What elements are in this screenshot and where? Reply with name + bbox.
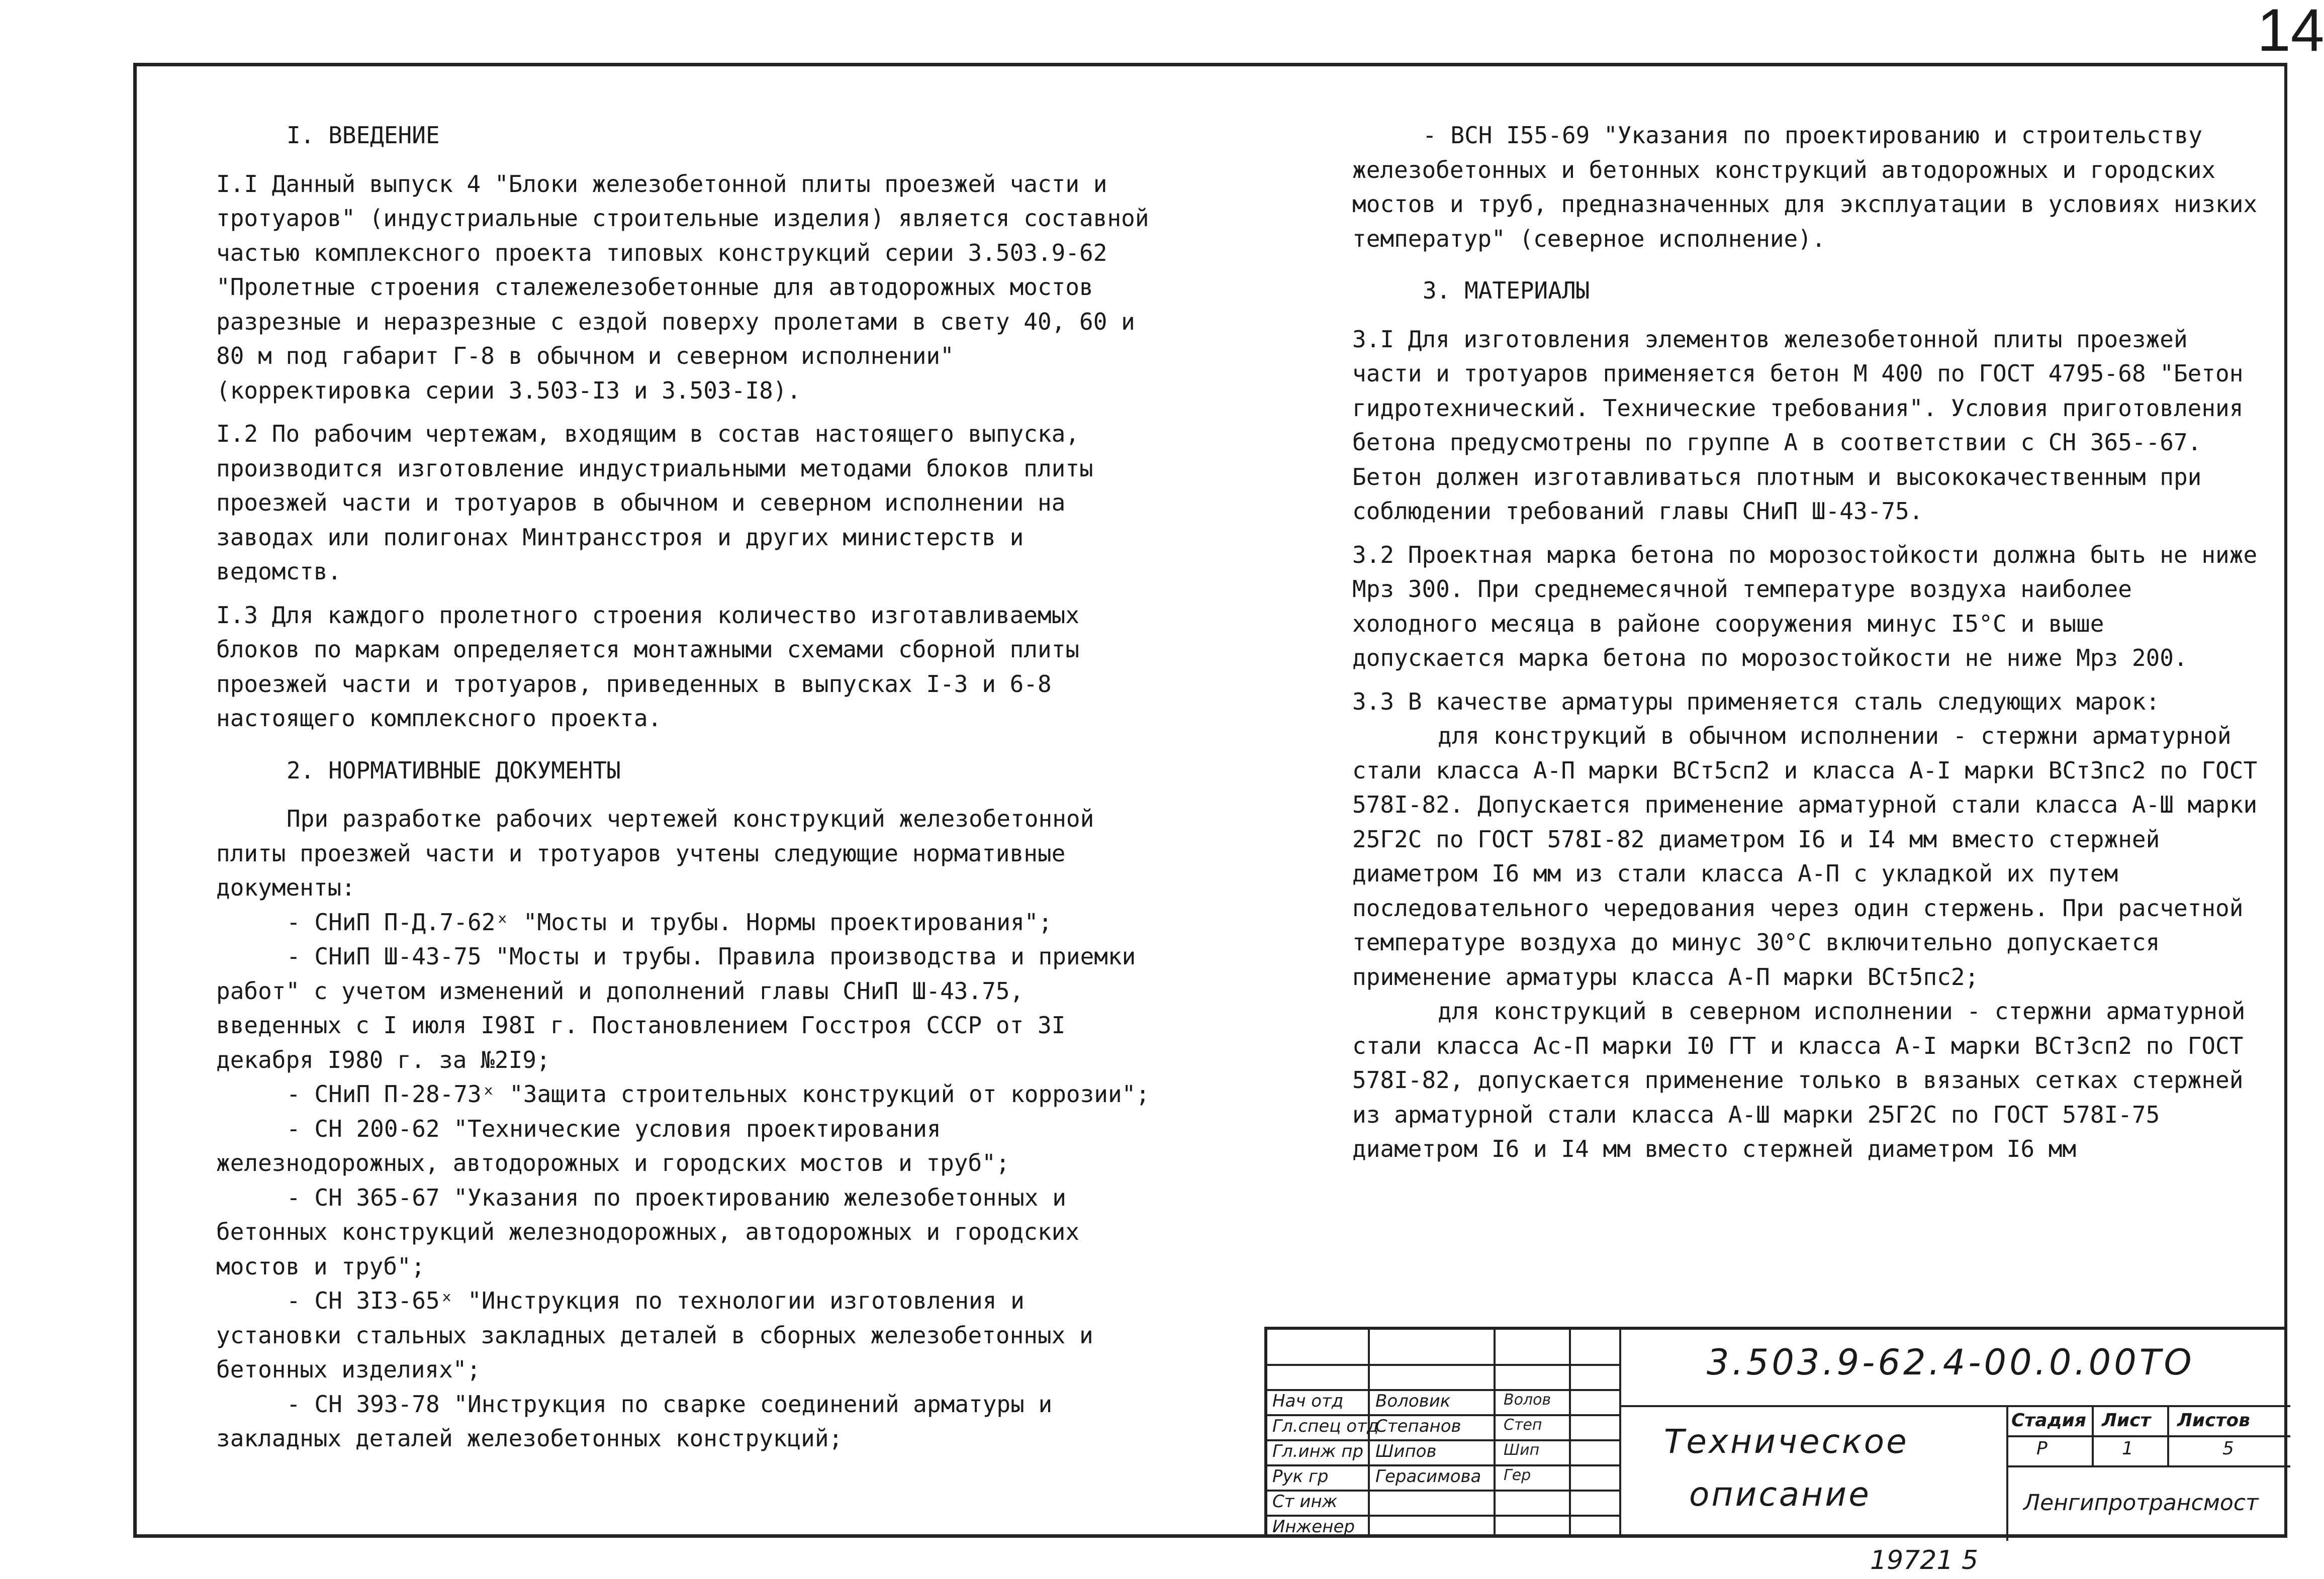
document-title-line-2: описание <box>1689 1475 1871 1514</box>
section-heading-materials: 3. МАТЕРИАЛЫ <box>1423 277 1590 304</box>
section-heading-introduction: I. ВВЕДЕНИЕ <box>287 122 440 149</box>
role-cell: Гл.инж пр <box>1272 1441 1364 1461</box>
list-item-sn-313: - СН 3I3-65ˣ "Инструкция по технологии изготовления и установки стальных закладных деталей в сборных железобетонных и бетонных изделиях"; <box>216 1287 1093 1383</box>
sheet-label: Лист <box>2102 1410 2151 1431</box>
paragraph-1-1: I.I Данный выпуск 4 "Блоки железобетонной плиты проезжей части и тротуаров" (индустриальные строительные изделия) является составной частью комплексного проекта типовых конструкций серии 3.503.9-62 "Пролетные строения сталежелезобетонные для автодорожных мостов разрезные и неразрезные с ездой поверху пролетами в свету 40, 60 и 80 м под габарит Г-8 в обычном и северном исполнении" (корректировка серии 3.503-I3 и 3.503-I8). <box>216 170 1149 404</box>
title-block-rule <box>2006 1435 2290 1437</box>
list-item-snip-28: - СНиП П-28-73ˣ "Защита строительных конструкций от коррозии"; <box>287 1080 1150 1108</box>
role-cell: Нач отд <box>1272 1391 1344 1411</box>
inventory-number: 19721 5 <box>1870 1545 1979 1575</box>
paragraph-3-3-ordinary: для конструкций в обычном исполнении - стержни арматурной стали класса А-П марки ВСт5сп2 и класса А-I марки ВСт3пс2 по ГОСТ 578I-82. Допускается применение арматурной стали класса А-Ш марки 25Г2С по ГОСТ 578I-82 диаметром I6 и I4 мм вместо стержней диаметром I6 мм из стали класса А-П с укладкой их путем последовательного чередования через один стержень. При расчетной температуре воздуха до минус 30°С включительно допускается применение арматуры класса А-П марки ВСт5пс2; <box>1352 722 2258 991</box>
title-block-divider <box>2167 1405 2169 1465</box>
paragraph-1-3: I.3 Для каждого пролетного строения количество изготавливаемых блоков по маркам определяется монтажными схемами сборной плиты проезжей части и тротуаров, приведенных в выпусках I-3 и 6-8 настоящего комплексного проекта. <box>216 601 1080 732</box>
paragraph-1-2: I.2 По рабочим чертежам, входящим в состав настоящего выпуска, производится изготовление индустриальными методами блоков плиты проезжей части и тротуаров в обычном и северном исполнении на заводах или полигонах Минтрансстроя и других министерств и ведомств. <box>216 420 1093 585</box>
sheet-number: 14 <box>2257 0 2324 64</box>
left-text-column <box>216 118 1161 1456</box>
title-block-divider <box>2006 1405 2008 1541</box>
list-item-sn-393: - СН 393-78 "Инструкция по сварке соединений арматуры и закладных деталей железобетонных конструкций; <box>216 1390 1053 1452</box>
list-item-sn-365: - СН 365-67 "Указания по проектированию железобетонных и бетонных конструкций железнодорожных, автодорожных и городских мостов и труб"; <box>216 1183 1080 1280</box>
paragraph-3-1: 3.I Для изготовления элементов железобетонной плиты проезжей части и тротуаров применяется бетон М 400 по ГОСТ 4795-68 "Бетон гидротехнический. Технические требования". Условия приготовления бетона предусмотрены по группе А в соответствии с СН 365--67. Бетон должен изготавливаться плотным и высококачественным при соблюдении требований главы СНиП Ш-43-75. <box>1352 325 2244 525</box>
signature: Шип <box>1504 1441 1540 1459</box>
signature: Волов <box>1504 1391 1551 1409</box>
stage-label: Стадия <box>2011 1410 2086 1431</box>
name-cell: Шипов <box>1375 1441 1437 1461</box>
paragraph-2-intro: При разработке рабочих чертежей конструкций железобетонной плиты проезжей части и тротуаров учтены следующие нормативные документы: <box>216 805 1094 901</box>
paragraph-3-3: 3.3 В качестве арматуры применяется сталь следующих марок: <box>1352 687 2160 715</box>
list-item-vsn-155: - ВСН I55-69 "Указания по проектированию и строительству железобетонных и бетонных конструкций автодорожных и городских мостов и труб, предназначенных для эксплуатации в условиях низких температур" (северное исполнение). <box>1352 122 2258 252</box>
document-title-line-1: Техническое <box>1664 1422 1909 1461</box>
signature: Степ <box>1504 1416 1542 1434</box>
sheets-count-label: Листов <box>2177 1410 2250 1431</box>
role-cell: Инженер <box>1272 1517 1355 1537</box>
document-code: 3.503.9-62.4-00.0.00ТО <box>1707 1342 2195 1383</box>
right-text-column <box>1352 118 2262 1166</box>
section-heading-normative-documents: 2. НОРМАТИВНЫЕ ДОКУМЕНТЫ <box>287 756 621 784</box>
title-block-divider <box>1494 1330 1496 1538</box>
list-item-snip-d7: - СНиП П-Д.7-62ˣ "Мосты и трубы. Нормы проектирования"; <box>287 908 1053 936</box>
title-block-divider <box>2092 1405 2094 1465</box>
role-cell: Рук гр <box>1272 1466 1329 1487</box>
stage-value: Р <box>2036 1438 2048 1459</box>
role-cell: Ст инж <box>1272 1492 1338 1512</box>
name-cell: Герасимова <box>1375 1466 1481 1487</box>
list-item-sn-200: - СН 200-62 "Технические условия проектирования железнодорожных, автодорожных и городских мостов и труб"; <box>216 1115 1010 1176</box>
title-block-divider <box>1569 1330 1571 1538</box>
title-block-rule <box>1619 1405 2290 1407</box>
name-cell: Степанов <box>1375 1416 1461 1436</box>
signature: Гер <box>1504 1466 1531 1484</box>
name-cell: Воловик <box>1375 1391 1451 1411</box>
title-block-rule <box>1267 1364 1619 1366</box>
role-cell: Гл.спец отд <box>1272 1416 1379 1436</box>
paragraph-3-3-northern: для конструкций в северном исполнении - стержни арматурной стали класса Ас-П марки I0 ГТ и класса А-I марки ВСт3сп2 по ГОСТ 578I-82, допускается применение только в вязаных сетках стержней из арматурной стали класса А-Ш марки 25Г2С по ГОСТ 578I-75 диаметром I6 и I4 мм вместо стержней диаметром I6 мм <box>1352 998 2246 1162</box>
paragraph-3-2: 3.2 Проектная марка бетона по морозостойкости должна быть не ниже Мрз 300. При среднемесячной температуре воздуха наиболее холодного месяца в районе сооружения минус I5°С и выше допускается марка бетона по морозостойкости не ниже Мрз 200. <box>1352 541 2258 671</box>
list-item-snip-43: - СНиП Ш-43-75 "Мосты и трубы. Правила производства и приемки работ" с учетом изменений и дополнений главы СНиП Ш-43.75, введенных с I июля I98I г. Постановлением Госстроя СССР от 3I декабря I980 г. за №2I9; <box>216 943 1136 1073</box>
title-block-rule <box>2006 1465 2290 1467</box>
organization-name: Ленгипротрансмост <box>2023 1490 2259 1516</box>
sheets-count-value: 5 <box>2222 1438 2234 1459</box>
title-block-divider <box>1619 1330 1621 1538</box>
sheet-value: 1 <box>2122 1438 2133 1459</box>
